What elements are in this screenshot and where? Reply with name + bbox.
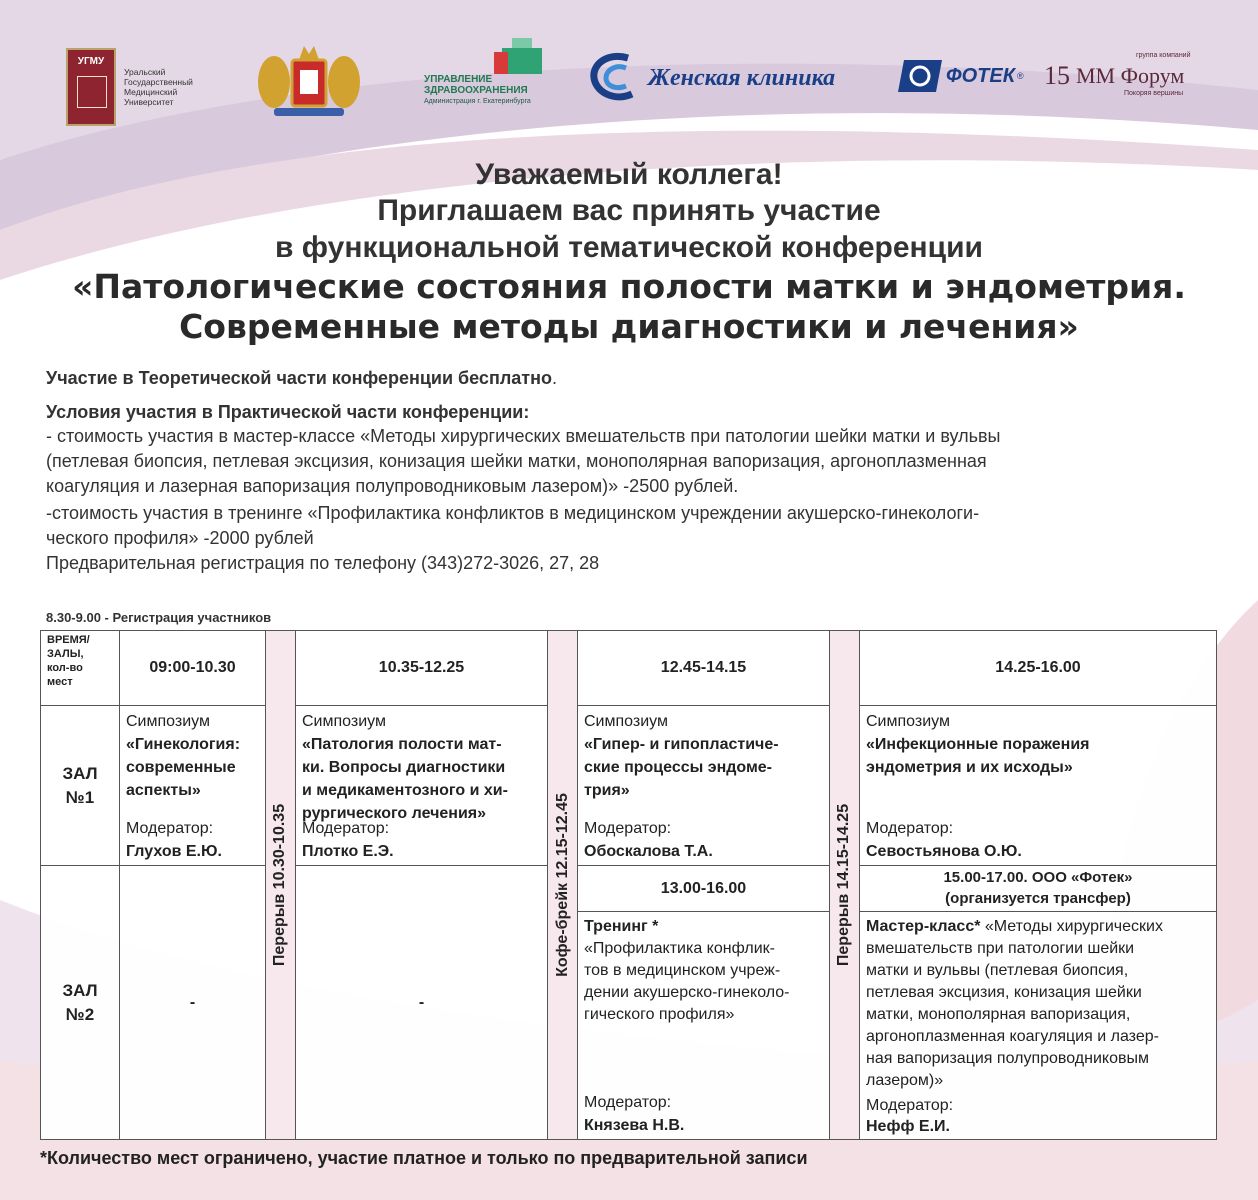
hall-2-label: ЗАЛ №2 — [40, 865, 120, 1140]
moderator-name: Князева Н.В. — [584, 1117, 685, 1134]
ugmu-shield-icon — [66, 48, 116, 126]
heading-title-line2: Современные методы диагностики и лечения» — [179, 307, 1079, 346]
upravlenie-logo — [424, 38, 554, 104]
zhenskaya-klinika-logo — [588, 50, 835, 106]
heading-invite: Приглашаем вас принять участие — [377, 194, 881, 227]
moderator-name: Обоскалова Т.А. — [584, 843, 713, 860]
time-slot-4: 14.25-16.00 — [859, 630, 1217, 706]
forum-tag-top: группа компаний — [1136, 52, 1191, 59]
fotek-name: ФОТЕК — [946, 64, 1016, 87]
upravlenie-line1: УПРАВЛЕНИЕ — [424, 74, 493, 85]
hall-2-slot-2-empty: - — [295, 865, 548, 1140]
fotek-registered-mark: ® — [1017, 71, 1024, 81]
forum-number: 15 — [1044, 61, 1070, 90]
heading-greeting: Уважаемый коллега! — [475, 158, 783, 191]
upravlenie-line2: ЗДРАВООХРАНЕНИЯ — [424, 85, 528, 96]
heading-conference: в функциональной тематической конференции — [275, 231, 983, 264]
conditions-heading: Условия участия в Практической части конференции: — [46, 402, 530, 422]
training-session: Тренинг * «Профилактика конфлик- тов в медицинском учреж- дении акушерско-гинеколо- гического профиля» Модератор: Князева Н.В. — [577, 911, 830, 1140]
hall-1-label: ЗАЛ №1 — [40, 705, 120, 866]
building-icon — [77, 76, 107, 108]
upravlenie-line3: Администрация г. Екатеринбурга — [424, 98, 531, 105]
moderator-name: Глухов Е.Ю. — [126, 843, 222, 860]
forum-name: ММ Форум — [1076, 63, 1185, 88]
free-participation: Участие в Теоретической части конференции бесплатно. — [46, 368, 557, 388]
crest-icon — [254, 40, 364, 120]
info-line5: ческого профиля» -2000 рублей — [46, 528, 314, 548]
forum-tag-bottom: Покоряя вершины — [1124, 90, 1184, 97]
info-line1: - стоимость участия в мастер-классе «Методы хирургических вмешательств при патологии шейки матки и вульвы — [46, 426, 1001, 446]
master-class-time: 15.00-17.00. ООО «Фотек» (организуется трансфер) — [859, 865, 1217, 912]
corner-header: ВРЕМЯ/ ЗАЛЫ, кол-во мест — [40, 630, 120, 706]
coffee-break-column: Кофе-брейк 12.15-12.45 — [547, 630, 578, 1140]
forum-logo — [1044, 52, 1194, 100]
break-column-2: Перерыв 14.15-14.25 — [829, 630, 860, 1140]
ugmu-name: Уральский Государственный Медицинский Университет — [124, 67, 193, 107]
time-slot-3: 12.45-14.15 — [577, 630, 830, 706]
moderator-name: Нефф Е.И. — [866, 1118, 950, 1135]
info-line4: -стоимость участия в тренинге «Профилактика конфликтов в медицинском учреждении акушерско-гинекологи- — [46, 503, 980, 523]
fotek-mark-icon — [898, 58, 942, 94]
zhenskaya-swoosh-icon — [588, 50, 638, 106]
info-line3: коагуляция и лазерная вапоризация полупроводниковым лазером)» -2500 рублей. — [46, 476, 739, 496]
time-slot-2: 10.35-12.25 — [295, 630, 548, 706]
symposium-3: Симпозиум «Гипер- и гипопластиче- ские процессы эндоме- трия» Модератор: Обоскалова Т.А. — [577, 705, 830, 866]
sverdlovsk-crest-logo — [254, 40, 364, 120]
symposium-1: Симпозиум «Гинекология: современные аспекты» Модератор: Глухов Е.Ю. — [119, 705, 266, 866]
registration-time: 8.30-9.00 - Регистрация участников — [46, 610, 272, 625]
heading-title-line1: «Патологические состояния полости матки и эндометрия. — [72, 267, 1186, 306]
symposium-2: Симпозиум «Патология полости мат- ки. Вопросы диагностики и медикаментозного и хи- рургического лечения» Модератор: Плотко Е.Э. — [295, 705, 548, 866]
footnote: *Количество мест ограничено, участие платное и только по предварительной записи — [40, 1148, 808, 1168]
time-slot-1: 09:00-10.30 — [119, 630, 266, 706]
master-class-session: Мастер-класс* «Методы хирургических вмешательств при патологии шейки матки и вульвы (петлевая биопсия, петлевая эксцизия, конизация шейки матки, монополярная вапоризация, аргоноплазменная коагуляция и лазер- ная вапоризация полупроводниковым лазером)» Модератор: Нефф Е.И. — [859, 911, 1217, 1140]
medical-cross-icon — [424, 38, 554, 74]
info-line2: (петлевая биопсия, петлевая эксцизия, конизация шейки матки, монополярная вапоризация, аргоноплазменная — [46, 451, 987, 471]
ugmu-abbr: УГМУ — [77, 56, 105, 67]
hall-2-slot-1-empty: - — [119, 865, 266, 1140]
registration-phone: Предварительная регистрация по телефону (343)272-3026, 27, 28 — [46, 553, 600, 573]
symposium-4: Симпозиум «Инфекционные поражения эндометрия и их исходы» Модератор: Севостьянова О.Ю. — [859, 705, 1217, 866]
zhenskaya-klinika-name: Женская клиника — [648, 64, 836, 91]
ugmu-logo — [66, 48, 193, 126]
fotek-logo — [898, 58, 1024, 94]
moderator-name: Севостьянова О.Ю. — [866, 843, 1022, 860]
break-column-1: Перерыв 10.30-10.35 — [265, 630, 296, 1140]
moderator-name: Плотко Е.Э. — [302, 843, 394, 860]
training-time: 13.00-16.00 — [577, 865, 830, 912]
